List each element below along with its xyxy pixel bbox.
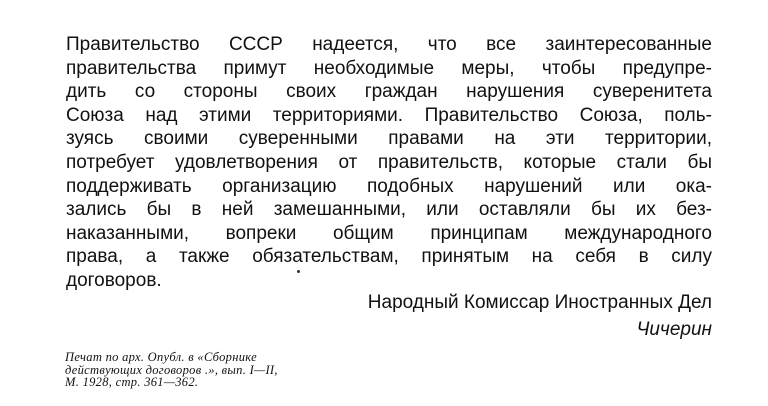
paragraph-line: договоров.	[66, 269, 162, 291]
footnote-line: действующих договоров .», вып. I—II,	[65, 362, 278, 377]
paragraph-line: потребует удовлетворения от правительств, которые стали бы	[66, 151, 712, 173]
note-paragraph	[66, 33, 712, 293]
paragraph-line: дить со стороны своих граждан нарушения суверенитета	[66, 81, 712, 103]
paragraph-line: правительства примут необходимые меры, чтобы предупре-	[66, 57, 712, 79]
footnote-line: М. 1928, стр. 361—362.	[65, 375, 199, 389]
paragraph-line: зались бы в ней замешанными, или оставляли бы их без-	[66, 199, 712, 221]
signatory-title: Народный Комиссар Иностранных Дел	[367, 292, 712, 313]
paragraph-line: зуясь своими суверенными правами на эти территории,	[66, 128, 712, 150]
source-footnote	[65, 351, 278, 389]
paragraph-line: наказанными, вопреки общим принципам международного	[66, 222, 712, 244]
paragraph-line: права, а также обязательствам, принятым на себя в силу	[66, 246, 712, 268]
paragraph-line: Союза над этими территориями. Правительство Союза, поль-	[66, 104, 712, 126]
paragraph-line: Правительство СССР надеется, что все заинтересованные	[66, 34, 712, 55]
signatory-name: Чичерин	[636, 319, 712, 340]
footnote-line: Печат по арх. Опубл. в «Сборнике	[65, 350, 257, 364]
print-speck	[297, 270, 300, 273]
paragraph-line: поддерживать организацию подобных нарушений или ока-	[66, 175, 712, 197]
signature-block	[368, 289, 712, 343]
